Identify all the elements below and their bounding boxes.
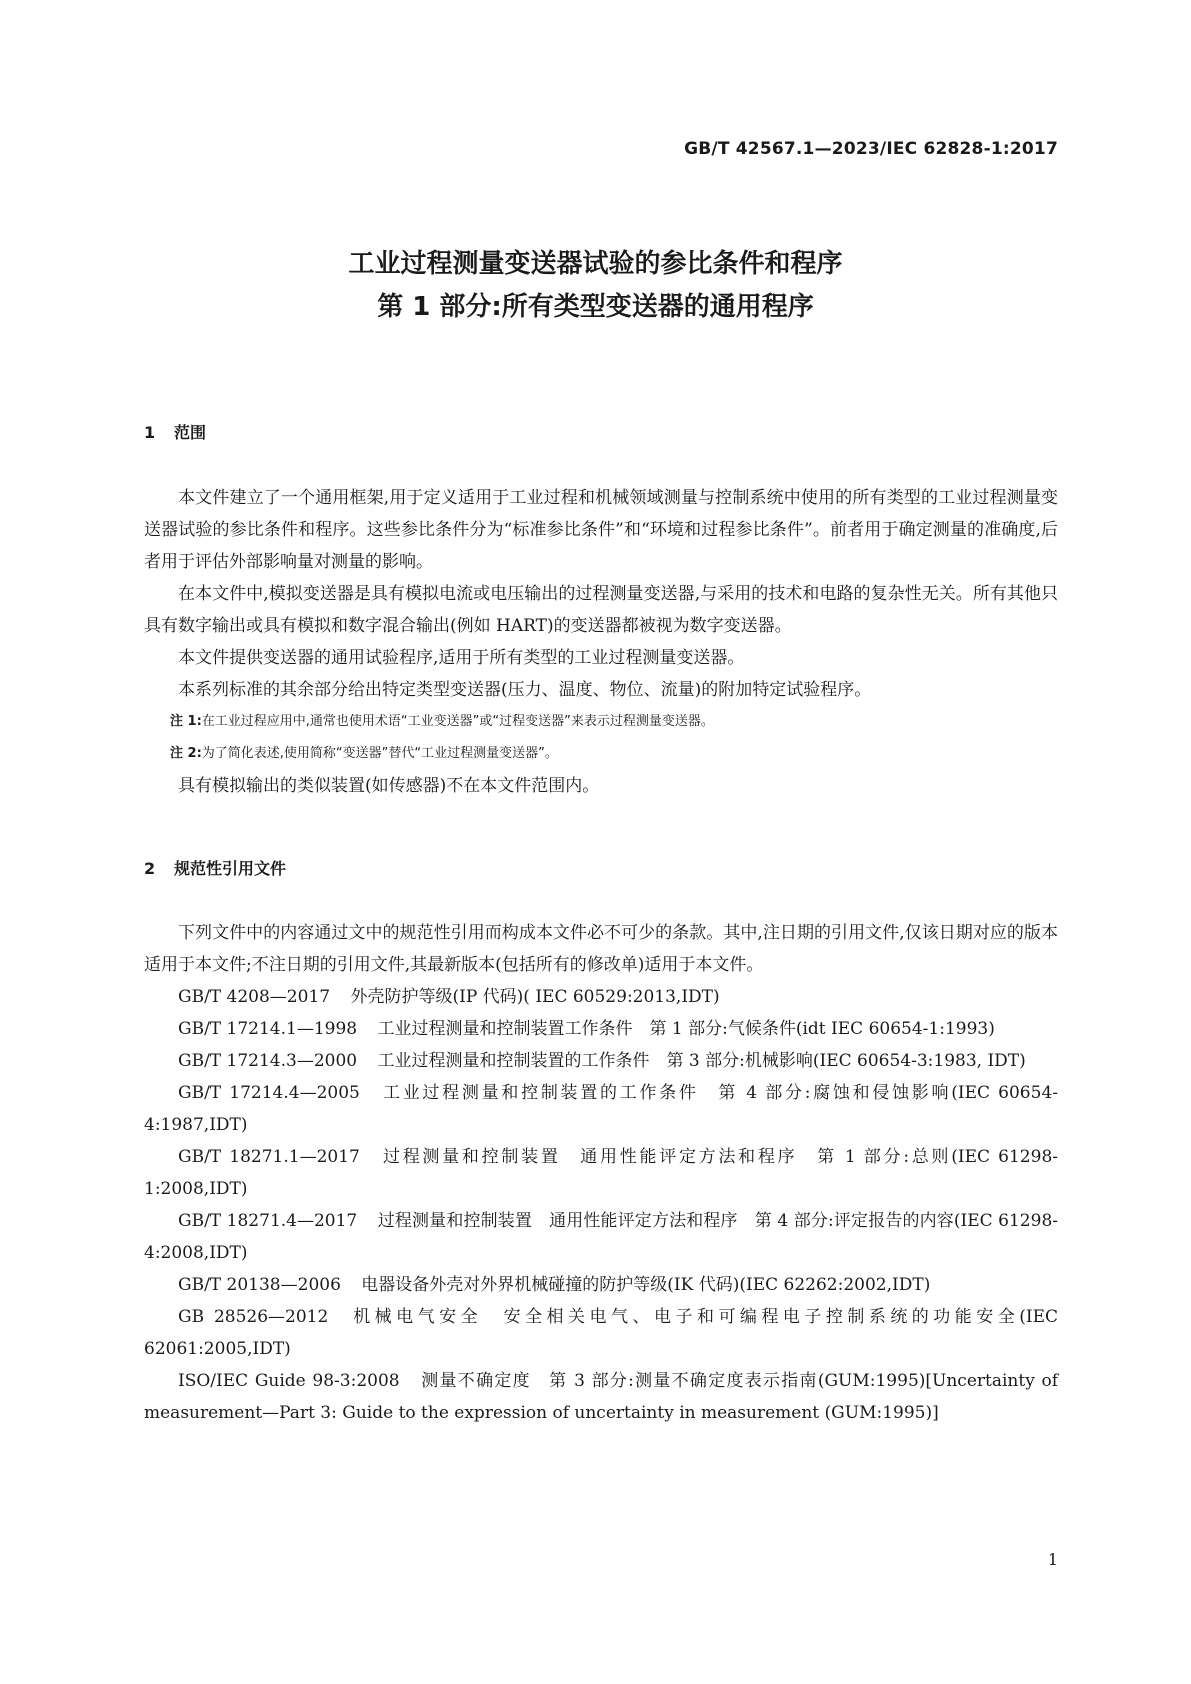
note-1 — [144, 706, 1058, 738]
section-2-body — [144, 917, 1058, 1429]
reference-title: 外壳防护等级(IP 代码)( IEC 60529:2013,IDT) — [350, 987, 720, 1007]
reference-item — [144, 1077, 1058, 1141]
reference-item — [144, 1141, 1058, 1205]
section-2-heading — [144, 856, 286, 879]
reference-code: GB/T 17214.1—1998 — [178, 1019, 358, 1039]
scope-paragraph: 本文件建立了一个通用框架,用于定义适用于工业过程和机械领域测量与控制系统中使用的所有类型的工业过程测量变送器试验的参比条件和程序。这些参比条件分为“标准参比条件”和“环境和过程参比条件”。前者用于确定测量的准确度,后者用于评估外部影响量对测量的影响。 — [144, 488, 1058, 572]
reference-title: 工业过程测量和控制装置工作条件 第 1 部分:气候条件(idt IEC 60654-1:1993) — [377, 1019, 995, 1039]
reference-code: GB/T 17214.4—2005 — [178, 1083, 360, 1103]
reference-code: GB/T 17214.3—2000 — [178, 1051, 358, 1071]
reference-item — [144, 1013, 1058, 1045]
section-title: 范围 — [174, 423, 207, 442]
reference-item — [144, 1301, 1058, 1365]
reference-title: 机械电气安全 安全相关电气、电子和可编程电子控制系统的功能安全(IEC 62061:2005,IDT) — [144, 1307, 1058, 1359]
scope-paragraph: 本系列标准的其余部分给出特定类型变送器(压力、温度、物位、流量)的附加特定试验程序。 — [178, 680, 872, 700]
reference-title: 电器设备外壳对外界机械碰撞的防护等级(IK 代码)(IEC 62262:2002,IDT) — [361, 1275, 931, 1295]
note-2 — [144, 738, 1058, 770]
note-label: 注 2: — [170, 746, 202, 761]
scope-closing-paragraph: 具有模拟输出的类似装置(如传感器)不在本文件范围内。 — [178, 776, 600, 796]
reference-item — [144, 1365, 1058, 1429]
reference-title: 过程测量和控制装置 通用性能评定方法和程序 第 1 部分:总则(IEC 61298-1:2008,IDT) — [144, 1147, 1059, 1199]
reference-item — [144, 1045, 1058, 1077]
reference-code: GB/T 4208—2017 — [178, 987, 331, 1007]
document-title-line2: 第 1 部分:所有类型变送器的通用程序 — [377, 292, 814, 322]
note-text: 为了简化表述,使用简称“变送器”替代“工业过程测量变送器”。 — [201, 746, 558, 761]
note-text: 在工业过程应用中,通常也使用术语“工业变送器”或“过程变送器”来表示过程测量变送器。 — [201, 714, 714, 729]
document-title-line1: 工业过程测量变送器试验的参比条件和程序 — [348, 249, 843, 279]
standard-number-header: GB/T 42567.1—2023/IEC 62828-1:2017 — [684, 139, 1058, 159]
reference-title: 过程测量和控制装置 通用性能评定方法和程序 第 4 部分:评定报告的内容(IEC 61298-4:2008,IDT) — [144, 1211, 1059, 1263]
section-1-heading — [144, 420, 206, 443]
section-1-body — [144, 482, 1058, 802]
reference-item — [144, 981, 1058, 1013]
reference-code: GB/T 20138—2006 — [178, 1275, 341, 1295]
reference-title: 工业过程测量和控制装置的工作条件 第 4 部分:腐蚀和侵蚀影响(IEC 60654-4:1987,IDT) — [144, 1083, 1059, 1135]
reference-item — [144, 1205, 1058, 1269]
reference-code: GB/T 18271.1—2017 — [178, 1147, 360, 1167]
page-number: 1 — [1047, 1550, 1058, 1569]
section-number: 2 — [144, 859, 156, 878]
reference-item — [144, 1269, 1058, 1301]
section-number: 1 — [144, 423, 156, 442]
note-label: 注 1: — [170, 714, 202, 729]
section-title: 规范性引用文件 — [174, 859, 287, 878]
reference-code: GB 28526—2012 — [178, 1307, 329, 1327]
reference-code: GB/T 18271.4—2017 — [178, 1211, 358, 1231]
scope-paragraph: 本文件提供变送器的通用试验程序,适用于所有类型的工业过程测量变送器。 — [178, 648, 745, 668]
reference-code: ISO/IEC Guide 98-3:2008 — [178, 1371, 400, 1391]
references-intro-paragraph: 下列文件中的内容通过文中的规范性引用而构成本文件必不可少的条款。其中,注日期的引用文件,仅该日期对应的版本适用于本文件;不注日期的引用文件,其最新版本(包括所有的修改单)适用于本文件。 — [144, 923, 1058, 975]
scope-paragraph: 在本文件中,模拟变送器是具有模拟电流或电压输出的过程测量变送器,与采用的技术和电路的复杂性无关。所有其他只具有数字输出或具有模拟和数字混合输出(例如 HART)的变送器都被视为数字变送器。 — [144, 584, 1058, 636]
reference-title: 测量不确定度 第 3 部分:测量不确定度表示指南(GUM:1995)[Uncertainty of measurement—Part 3: Guide to the expression of uncertainty in measurement (GUM:1995)] — [144, 1371, 1058, 1423]
reference-title: 工业过程测量和控制装置的工作条件 第 3 部分:机械影响(IEC 60654-3:1983, IDT) — [377, 1051, 1026, 1071]
